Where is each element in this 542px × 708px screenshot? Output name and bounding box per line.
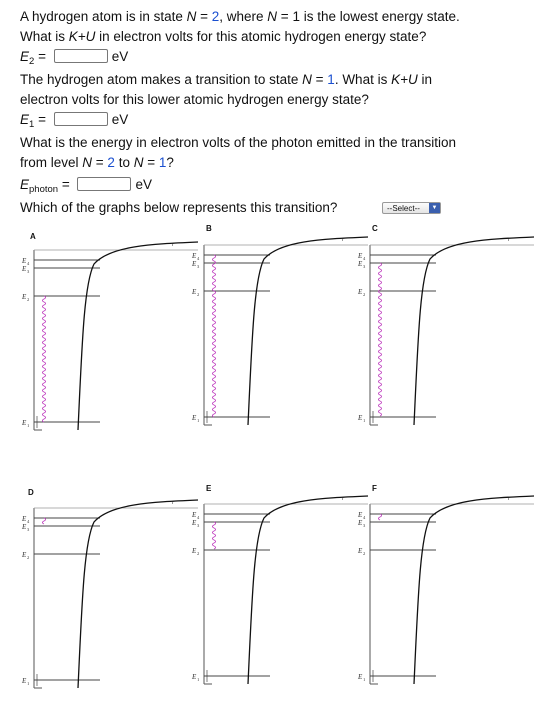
energy-label-4: E (192, 511, 197, 519)
energy-label-4: E (192, 252, 197, 260)
energy-level-diagram (190, 478, 370, 704)
potential-curve (78, 242, 198, 430)
graph-label: D (28, 488, 34, 497)
energy-label-sub-4: 4 (197, 256, 200, 261)
energy-label-4: E (358, 252, 363, 260)
question-3-line-1: What is the energy in electron volts of the photon emitted in the transition (20, 135, 456, 150)
energy-label-sub-2: 2 (197, 292, 200, 297)
energy-label-sub-4: 4 (27, 519, 30, 524)
energy-label-sub-4: 4 (363, 515, 366, 520)
energy-label-sub-2: 2 (27, 555, 30, 560)
energy-level-diagram (356, 219, 536, 445)
energy-label-sub-1: 1 (363, 677, 366, 682)
question-4: Which of the graphs below represents this transition? (20, 200, 338, 215)
question-2-line-2: electron volts for this lower atomic hydrogen energy state? (20, 92, 369, 107)
photon-wave (378, 263, 381, 416)
r-axis-label: r (342, 237, 345, 243)
r-axis-label: r (508, 496, 511, 502)
energy-label-sub-3: 3 (363, 523, 366, 528)
graph-c (356, 219, 536, 445)
energy-label-2: E (358, 288, 363, 296)
graph-select-dropdown[interactable]: --Select-- ▼ (382, 202, 441, 214)
energy-label-sub-3: 3 (197, 264, 200, 269)
energy-label-1: E (192, 414, 197, 422)
photon-wave (42, 296, 45, 422)
energy-label-1: E (358, 414, 363, 422)
photon-wave (212, 522, 215, 549)
answer-row-e1: $E_1$ = eV (20, 112, 129, 130)
energy-label-sub-4: 4 (363, 256, 366, 261)
energy-label-3: E (192, 260, 197, 268)
energy-label-sub-3: 3 (197, 523, 200, 528)
potential-curve (78, 500, 198, 688)
graph-a (20, 224, 200, 450)
potential-curve (248, 237, 368, 425)
question-3-line-2: from level N = 2 to N = 1? (20, 155, 174, 170)
photon-wave (212, 255, 215, 417)
answer-row-photon: $E_{photon}$ = eV (20, 177, 152, 195)
energy-label-sub-2: 2 (27, 297, 30, 302)
energy-label-2: E (22, 293, 27, 301)
energy-label-3: E (358, 260, 363, 268)
energy-label-sub-2: 2 (363, 292, 366, 297)
answer-row-e2: $E_2$ = eV (20, 49, 129, 67)
energy-label-4: E (358, 511, 363, 519)
r-axis-label: r (508, 237, 511, 243)
energy-label-3: E (192, 519, 197, 527)
graph-label: B (206, 224, 212, 233)
energy-label-sub-3: 3 (27, 269, 30, 274)
e2-answer-input[interactable] (54, 49, 108, 63)
potential-curve (414, 237, 534, 425)
energy-label-4: E (22, 515, 27, 523)
energy-label-sub-4: 4 (197, 515, 200, 520)
energy-label-2: E (192, 547, 197, 555)
graph-label: E (206, 484, 212, 493)
energy-label-sub-1: 1 (363, 418, 366, 423)
energy-level-diagram (190, 219, 370, 445)
energy-label-2: E (358, 547, 363, 555)
photon-wave (378, 514, 381, 520)
chevron-down-icon: ▼ (429, 203, 440, 213)
energy-label-4: E (22, 257, 27, 265)
energy-label-1: E (358, 673, 363, 681)
energy-level-diagram (20, 482, 200, 708)
energy-label-2: E (192, 288, 197, 296)
graph-label: C (372, 224, 378, 233)
energy-label-sub-3: 3 (363, 264, 366, 269)
energy-label-sub-1: 1 (27, 681, 30, 686)
energy-label-sub-2: 2 (197, 551, 200, 556)
energy-label-3: E (358, 519, 363, 527)
question-2-line-1: The hydrogen atom makes a transition to state N = 1. What is K+U in (20, 72, 432, 87)
potential-curve (414, 496, 534, 684)
r-axis-label: r (172, 500, 175, 506)
energy-label-sub-2: 2 (363, 551, 366, 556)
graph-d (20, 482, 200, 708)
energy-label-2: E (22, 551, 27, 559)
energy-label-sub-4: 4 (27, 261, 30, 266)
r-axis-label: r (172, 242, 175, 248)
potential-curve (248, 496, 368, 684)
graph-e (190, 478, 370, 704)
energy-label-3: E (22, 523, 27, 531)
energy-label-sub-3: 3 (27, 527, 30, 532)
energy-label-1: E (192, 673, 197, 681)
e1-answer-input[interactable] (54, 112, 108, 126)
graph-label: F (372, 484, 377, 493)
question-1-line-1: A hydrogen atom is in state N = 2, where N = 1 is the lowest energy state. (20, 9, 460, 24)
question-1-line-2: What is K+U in electron volts for this atomic hydrogen energy state? (20, 29, 427, 44)
graph-f (356, 478, 536, 704)
energy-label-1: E (22, 419, 27, 427)
r-axis-label: r (342, 496, 345, 502)
energy-label-sub-1: 1 (27, 423, 30, 428)
energy-label-1: E (22, 677, 27, 685)
graph-label: A (30, 232, 36, 241)
energy-label-sub-1: 1 (197, 677, 200, 682)
energy-label-3: E (22, 265, 27, 273)
energy-label-sub-1: 1 (197, 418, 200, 423)
graph-b (190, 219, 370, 445)
photon-answer-input[interactable] (77, 177, 131, 191)
photon-wave (42, 518, 45, 524)
energy-level-diagram (356, 478, 536, 704)
energy-level-diagram (20, 224, 200, 450)
